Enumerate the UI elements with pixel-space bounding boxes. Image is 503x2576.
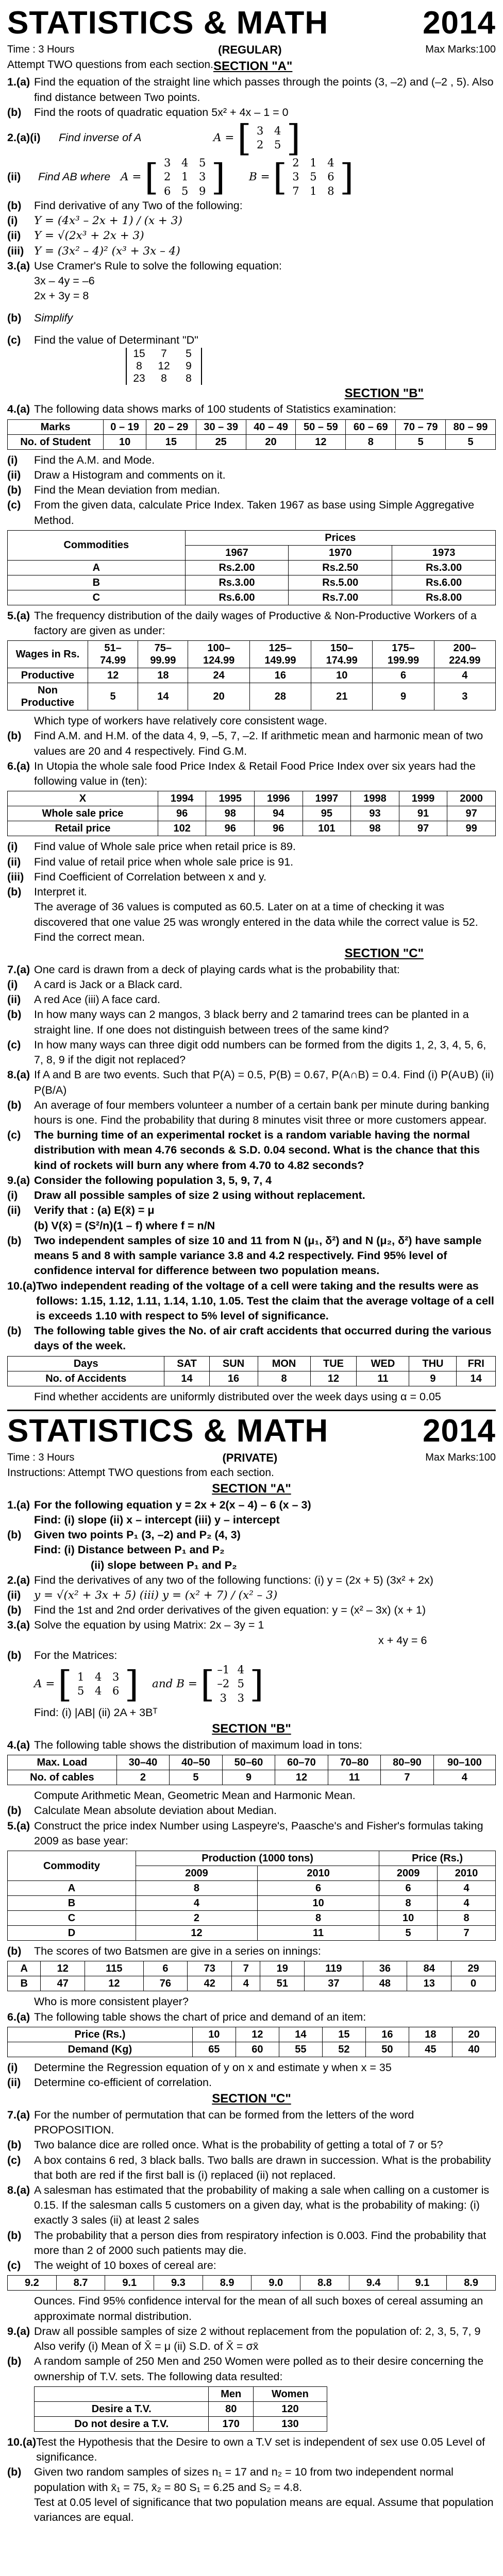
matrices-ab: A = [ 1 4 3 5 4 6 ] and B = [ –1 4 –2 5 3 3 ] [34, 1663, 264, 1706]
question: (b) Two independent samples of size 10 and 11 from N (μ₁, δ²) and N (μ₂, δ²) have sample means 5 and 8 with sample variance 3.8 and 4.2 respectively. Find 95% level of confidence interval for difference between two population means. [7, 1234, 482, 1277]
question: Compute Arithmetic Mean, Geometric Mean and Harmonic Mean. [34, 1789, 356, 1802]
paper1-section-a: SECTION "A" [213, 59, 293, 73]
price-table: Commodities Prices 1967 1970 1973 A Rs.2.00 Rs.2.50 Rs.3.00 B Rs.3.00 Rs.5.00 Rs.6.00 C Rs.6.00 Rs.7.00 Rs.8.00 [7, 530, 496, 605]
question: The average of 36 values is computed as 60.5. Later on at a time of checking it was discovered that one value 25 was wrongly entered in the data while the correct value is 52. Find the correct mean. [34, 901, 478, 943]
paper1-title-text: STATISTICS & MATH [7, 5, 329, 41]
question: 7.(a) For the number of permutation that can be formed from the letters of the word PROPOSITION. [7, 2108, 414, 2137]
question: 3.(a) Solve the equation by using Matrix: 2x – 3y = 1 [7, 1619, 264, 1632]
question: (i) Find the A.M. and Mode. [7, 453, 155, 466]
question: Also verify (i) Mean of X̄ = μ (ii) S.D. of X̄ = σx̄ [34, 2340, 259, 2353]
question: (c) In how many ways can three digit odd numbers can be formed from the digits 1, 2, 3, 4, 5, 6, 7, 8, 9 if the digit not replaced? [7, 1038, 487, 1066]
question: (i) Find value of Whole sale price when retail price is 89. [7, 840, 296, 853]
question: (b) Find the Mean deviation from median. [7, 484, 220, 497]
question: (ii) Verify that : (a) E(x̄) = μ [7, 1204, 155, 1217]
question: (i) Determine the Regression equation of y on x and estimate y when x = 35 [7, 2061, 392, 2074]
question: (ii) Draw a Histogram and comments on it. [7, 468, 226, 481]
equation: 2x + 3y = 8 [34, 290, 89, 302]
cereal-table: 9.2 8.7 9.1 9.3 8.9 9.0 8.8 9.4 9.1 8.9 [7, 2275, 496, 2291]
question: Find: (i) Distance between P₁ and P₂ [34, 1544, 225, 1556]
paper-divider [7, 1410, 496, 1411]
question: (c) A box contains 6 red, 3 black balls. Two balls are drawn in succession. What is the probability that both are red if the first ball is (i) replaced (ii) not replaced. [7, 2154, 491, 2181]
paper2-section-a: SECTION "A" [212, 1481, 291, 1496]
question: (b) V(x̄) = (S²/n)(1 – f) where f = n/N [34, 1219, 215, 1232]
paper1-instruction: Attempt TWO questions from each section. [7, 58, 213, 71]
question: Who is more consistent player? [34, 1995, 189, 2008]
question: (c) The burning time of an experimental rocket is a random variable having the normal distribution with mean 4.76 seconds & S.D. 0.04 second. What is the chance that this kind of rockets will burn any where from 4.70 to 4.82 seconds? [7, 1129, 480, 1172]
paper1-group: (REGULAR) [218, 43, 282, 57]
question: 4.(a) The following table shows the distribution of maximum load in tons: [7, 1738, 362, 1751]
question: (b) For the Matrices: [7, 1649, 118, 1662]
tv-table: Men Women Desire a T.V. 80 120 Do not desire a T.V. 170 130 [34, 2386, 327, 2432]
question: 10.(a) Two independent reading of the voltage of a cell were taking and the results were as follows: 1.15, 1.12, 1.11, 1.14, 1.10, 1.05. Test the claim that the average voltage of a cell is exceeds 1.10 with respect to 5% level of significance. [7, 1279, 494, 1323]
paper1-title [7, 6, 496, 40]
batsmen-table: A 12 115 6 73 7 19 119 36 84 29 B 47 12 76 42 4 51 37 48 13 0 [7, 1961, 496, 1991]
paper2-title-year: 2014 [423, 1413, 496, 1449]
question: 3.(a) Use Cramer's Rule to solve the following equation: [7, 259, 282, 272]
price-demand-table: Price (Rs.) 10 12 14 15 16 18 20 Demand (Kg) 65 60 55 52 50 45 40 [7, 2027, 496, 2057]
question-matrix-inverse: 2.(a)(i) Find inverse of A A = [ 3 4 2 5 ] [7, 116, 301, 159]
paper1-time: Time : 3 Hours [7, 44, 75, 56]
question: 9.(a) Consider the following population 3, 5, 9, 7, 4 [7, 1174, 272, 1187]
paper2-section-b: SECTION "B" [212, 1722, 291, 1736]
question: (i) Y = (4x³ – 2x + 1) / (x + 3) [7, 214, 182, 228]
utopia-table: X 1994 1995 1996 1997 1998 1999 2000 Whole sale price 96 98 94 95 93 91 97 Retail price 102 96 96 101 98 97 99 [7, 791, 496, 836]
paper2-group: (PRIVATE) [222, 1451, 278, 1465]
question: (iii) Find Coefficient of Correlation between x and y. [7, 870, 266, 883]
paper2-section-c: SECTION "C" [212, 2092, 291, 2106]
question: 2.(a) Find the derivatives of any two of the following functions: (i) y = (2x + 5) (3x² + 2x) [7, 1573, 433, 1586]
question: (b) Find the 1st and 2nd order derivatives of the given equation: y = (x² – 3x) (x + 1) [7, 1604, 426, 1617]
question: (ii) slope between P₁ and P₂ [91, 1558, 237, 1571]
question: 8.(a) A salesman has estimated that the probability of making a sale when calling on a customer is 0.15. If the salesman calls 5 customers on a given day, what is the probability of making: (i) exactly 3 sales (ii) at least 2 sales [7, 2183, 490, 2227]
paper1-meta [7, 43, 496, 58]
question: 5.(a) Construct the price index Number using Laspeyre's, Paasche's and Fisher's formulas taking 2009 as base year: [7, 1819, 483, 1847]
question-matrix-product: (ii) Find AB where A = [ 3 4 5 2 1 3 6 5 9 ] B = [ 2 1 4 3 5 6 7 1 8 ] [7, 156, 354, 198]
question: (b) Interpret it. [7, 886, 87, 899]
paper2-instruction: Instructions: Attempt TWO questions from each section. [7, 1466, 274, 1479]
question: (i) Draw all possible samples of size 2 using without replacement. [7, 1189, 365, 1202]
question: 7.(a) One card is drawn from a deck of playing cards what is the probability that: [7, 963, 400, 976]
equation: x + 4y = 6 [378, 1634, 427, 1647]
question: 9.(a) Draw all possible samples of size 2 without replacement from the population of: 2, 3, 5, 7, 9 [7, 2325, 481, 2337]
paper2-title [7, 1414, 496, 1448]
question: (b) Given two random samples of sizes n₁ = 17 and n₂ = 10 from two independent normal population with x̄₁ = 75, x̄₂ = 80 S₁ = 6.25 and S₂ = 4.8. [7, 2466, 454, 2494]
question: (b) The scores of two Batsmen are give in a series on innings: [7, 1945, 321, 1958]
matrix-a2: [ 3 4 5 2 1 3 6 5 9 ] [144, 156, 226, 198]
question: (b) The following table gives the No. of air craft accidents that occurred during the various days of the week. [7, 1325, 492, 1352]
question: (ii) A red Ace (iii) A face card. [7, 993, 160, 1006]
question: (b) An average of four members volunteer a number of a certain bank per minute during banking hours is one. Find the probability that during 8 minutes visit three or more customers appear. [7, 1098, 490, 1126]
question: 5.(a) The frequency distribution of the daily wages of Productive & Non-Productive Workers of a factory are given as under: [7, 609, 477, 637]
paper1-section-b: SECTION "B" [344, 386, 424, 400]
question-end: Find whether accidents are uniformly distributed over the week days using α = 0.05 [34, 1390, 441, 1403]
matrix-b: [ 2 1 4 3 5 6 7 1 8 ] [273, 156, 354, 198]
question: (b) In how many ways can 2 mangos, 3 black berry and 2 tamarind trees can be planted in a straight line. If one does not distinguish between trees of the same kind? [7, 1008, 469, 1036]
paper1-title-year: 2014 [423, 5, 496, 41]
matrix-a: [ 3 4 2 5 ] [237, 116, 301, 159]
paper1-section-c: SECTION "C" [344, 946, 424, 961]
question: (c) Find the value of Determinant "D" [7, 333, 198, 346]
question: (i) A card is Jack or a Black card. [7, 978, 182, 991]
question: (ii) Find value of retail price when whole sale price is 91. [7, 855, 294, 868]
paper2-marks: Max Marks:100 [425, 1452, 496, 1464]
question: (ii) y = √(x² + 3x + 5) (iii) y = (x² + 7) / (x² – 3) [7, 1588, 278, 1602]
question: 1.(a) Find the equation of the straight line which passes through the points (3, –2) and (–2 , 5). Also find distance between Two points. [7, 76, 494, 104]
question: (c) The weight of 10 boxes of cereal are: [7, 2259, 216, 2272]
matrix-pb: [ –1 4 –2 5 3 3 ] [200, 1663, 264, 1706]
question: 4.(a) The following data shows marks of 100 students of Statistics examination: [7, 403, 396, 416]
question: (b) Simplify [7, 311, 73, 324]
question: Find: (i) |AB| (ii) 2A + 3Bᵀ [34, 1706, 158, 1719]
marks-table: Marks 0 – 19 20 – 29 30 – 39 40 – 49 50 – 59 60 – 69 70 – 79 80 – 99 No. of Student 10 15 25 20 12 8 5 5 [7, 419, 496, 450]
commodity-table: Commodity Production (1000 tons) Price (Rs.) 2009 2010 2009 2010 A 8 6 6 4 B 4 10 8 4 C 2 8 10 8 D 12 11 5 7 [7, 1851, 496, 1941]
question: (b) Find A.M. and H.M. of the data 4, 9, –5, 7, –2. If arithmetic mean and harmonic mean of two values are 20 and 4 respectively. Find G.M. [7, 730, 483, 757]
question: 6.(a) In Utopia the whole sale food Price Index & Retail Food Price Index over six years had the following value in (ten): [7, 759, 476, 788]
question: 10.(a) Test the Hypothesis that the Desire to own a T.V set is independent of sex use 0.05 Level of significance. [7, 2435, 485, 2464]
question: (b) Calculate Mean absolute deviation about Median. [7, 1804, 277, 1817]
question: Which type of workers have relatively core consistent wage. [34, 715, 327, 727]
paper2-meta [7, 1451, 496, 1466]
paper2-time: Time : 3 Hours [7, 1452, 75, 1464]
question: 8.(a) If A and B are two events. Such that P(A) = 0.5, P(B) = 0.67, P(A∩B) = 0.4. Find (i) P(A∪B) (ii) P(B/A) [7, 1069, 494, 1096]
question: (iii) Y = (3x² – 4)² (x³ + 3x – 4) [7, 244, 180, 258]
wages-table: Wages in Rs. 51– 74.99 75– 99.99 100– 124.99 125– 149.99 150– 174.99 175– 199.99 200– 224.99 Productive 12 18 24 16 10 6 4 Non Productive 5 14 20 28 21 9 3 [7, 640, 496, 710]
matrix-pa: [ 1 4 3 5 4 6 ] [58, 1663, 139, 1706]
determinant-d: 15 7 5 8 12 9 23 8 8 [126, 348, 202, 385]
question: Find: (i) slope (ii) x – intercept (iii) y – intercept [34, 1513, 280, 1526]
question: (c) From the given data, calculate Price Index. Taken 1967 as base using Simple Aggregative Method. [7, 499, 475, 527]
paper1-marks: Max Marks:100 [425, 44, 496, 56]
question: 6.(a) The following table shows the chart of price and demand of an item: [7, 2010, 366, 2023]
question: (b) Find the roots of quadratic equation 5x² + 4x – 1 = 0 [7, 106, 289, 118]
question: (b) Find derivative of any Two of the following: [7, 199, 243, 212]
question: (b) The probability that a person dies from respiratory infection is 0.003. Find the probability that more than 2 of 2000 such patients may die. [7, 2229, 487, 2257]
question: (ii) Y = √(2x³ + 2x + 3) [7, 229, 144, 243]
paper2-title-text: STATISTICS & MATH [7, 1413, 329, 1449]
days-table: Days SAT SUN MON TUE WED THU FRI No. of Accidents 14 16 8 12 11 9 14 [7, 1356, 496, 1386]
question: (ii) Determine co-efficient of correlation. [7, 2076, 212, 2089]
question: (b) Two balance dice are rolled once. What is the probability of getting a total of 7 or 5? [7, 2139, 443, 2151]
question: (b) Given two points P₁ (3, –2) and P₂ (4, 3) [7, 1529, 241, 1541]
equation: 3x – 4y = –6 [34, 275, 95, 287]
load-table: Max. Load 30–40 40–50 50–60 60–70 70–80 80–90 90–100 No. of cables 2 5 9 12 11 7 4 [7, 1755, 496, 1785]
question: (b) A random sample of 250 Men and 250 Women were polled as to their desire concerning the ownership of T.V. sets. The following data resulted: [7, 2355, 484, 2383]
question: 1.(a) For the following equation y = 2x + 2(x – 4) – 6 (x – 3) [7, 1498, 311, 1511]
question: Ounces. Find 95% confidence interval for the mean of all such boxes of cereal assuming an approximate normal distribution. [34, 2295, 483, 2323]
question: Test at 0.05 level of significance that two population means are equal. Assume that population variances are equal. [34, 2496, 494, 2523]
